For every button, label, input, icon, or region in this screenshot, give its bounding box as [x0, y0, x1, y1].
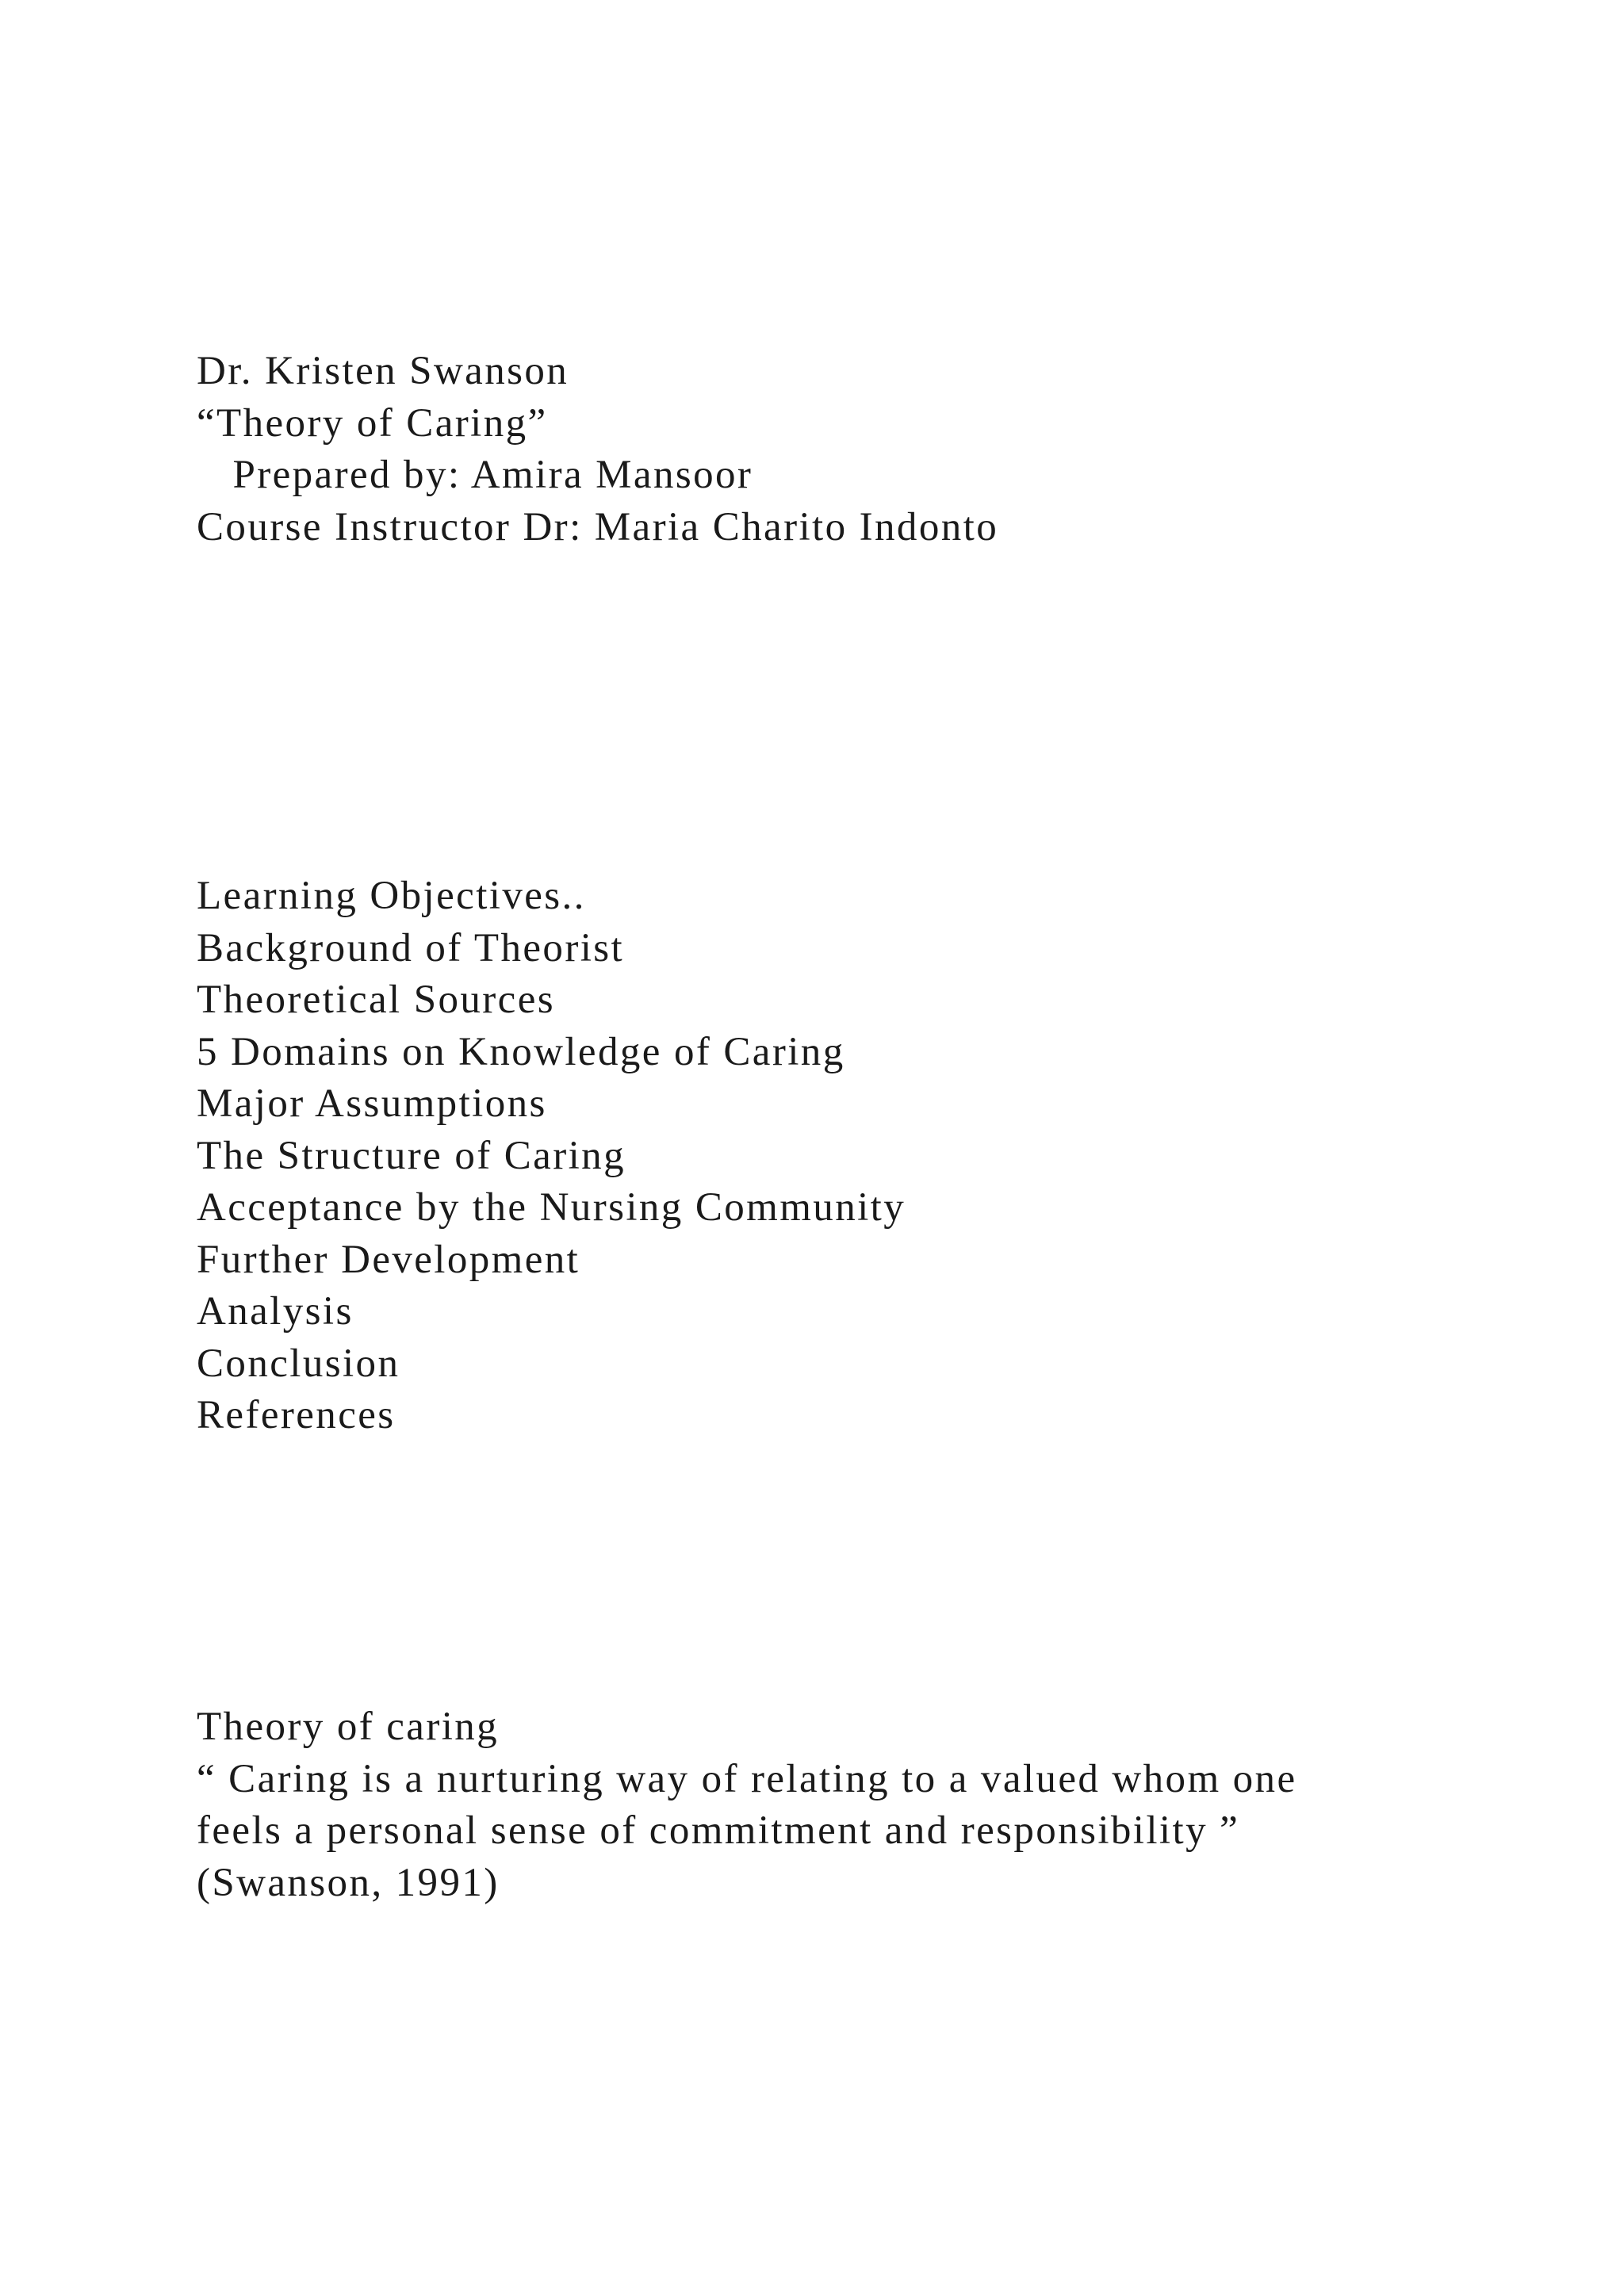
objective-item: 5 Domains on Knowledge of Caring [197, 1029, 845, 1074]
learning-objectives-section [197, 871, 906, 1442]
objective-item: The Structure of Caring [197, 1133, 626, 1178]
prepared-by: Prepared by: Amira Mansoor [197, 453, 753, 497]
title-section [197, 346, 998, 553]
theory-of-caring-section [197, 1701, 1297, 1909]
objective-item: Theoretical Sources [197, 978, 556, 1022]
objectives-heading: Learning Objectives.. [197, 874, 586, 918]
objective-item: Background of Theorist [197, 925, 625, 970]
objective-item: References [197, 1393, 396, 1437]
author-name: Dr. Kristen Swanson [197, 349, 569, 393]
document-title: “Theory of Caring” [197, 400, 548, 446]
objective-item: Analysis [197, 1289, 354, 1334]
objective-item: Major Assumptions [197, 1081, 547, 1126]
objective-item: Conclusion [197, 1341, 400, 1386]
course-instructor: Course Instructor Dr: Maria Charito Indonto [197, 504, 999, 549]
caring-quote-line-2: feels a personal sense of commitment and responsibility ” [197, 1808, 1240, 1853]
objective-item: Acceptance by the Nursing Community [197, 1185, 906, 1230]
objective-item: Further Development [197, 1237, 580, 1282]
quote-citation: (Swanson, 1991) [197, 1860, 500, 1905]
theory-heading: Theory of caring [197, 1705, 500, 1749]
caring-quote-line-1: “ Caring is a nurturing way of relating to a valued whom one [197, 1756, 1297, 1801]
